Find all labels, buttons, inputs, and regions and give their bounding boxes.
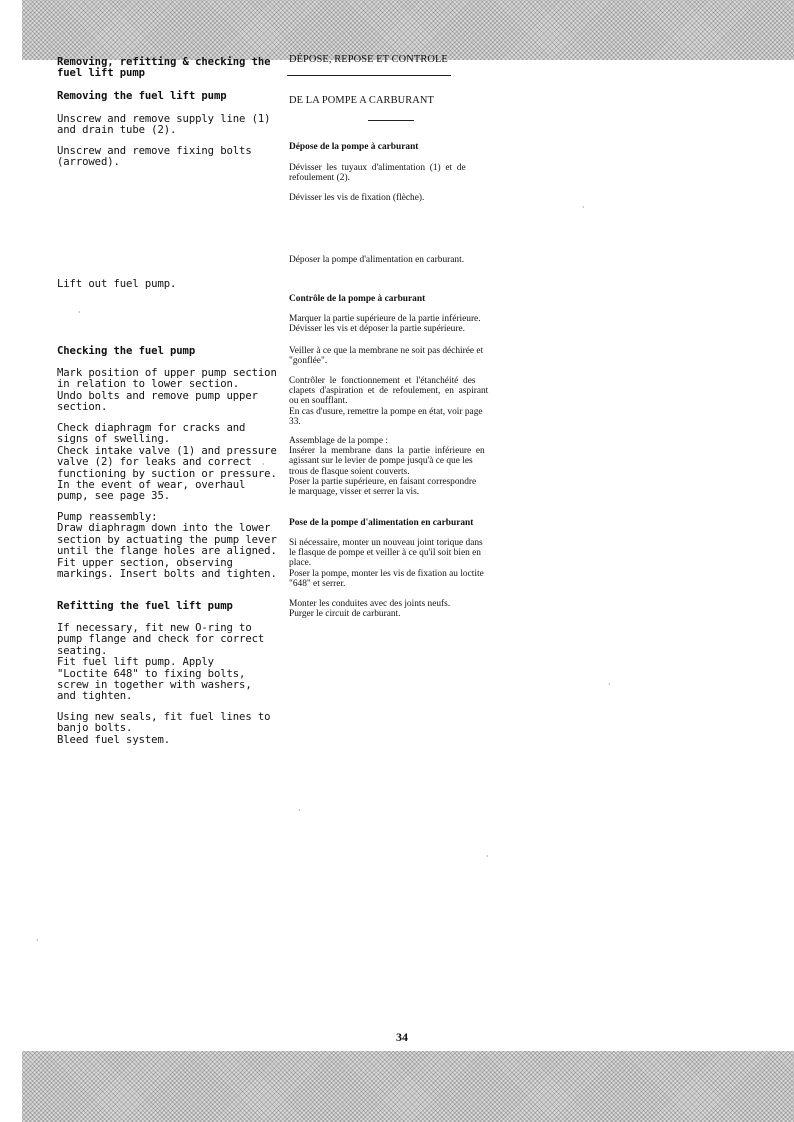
english-refitting-step-1: If necessary, fit new O-ring to pump flange and check for correct seating. Fit fuel lift pump. Apply "Loctite 648" to fixing bolts, screw in together with washers, and tighten.: [57, 622, 265, 703]
bottom-halftone-band: [22, 1051, 794, 1122]
french-repose-step-1: Si nécessaire, monter un nouveau joint torique dans le flasque de pompe et veiller à ce qu'il soit bien en place. Poser la pompe, monter les vis de fixation au loctite "648" et serrer.: [289, 538, 484, 589]
french-controle-step-4: Assemblage de la pompe : Insérer la membrane dans la partie inférieure en agissant sur le levier de pompe jusqu'à ce que les trous de flasque soient couverts. Poser la partie supérieure, en faisant correspondre le marquage, visser et serrer la vis.: [289, 436, 485, 498]
page-number: 34: [396, 1030, 408, 1044]
french-depose-step-2: Dévisser les vis de fixation (flèche).: [289, 193, 425, 203]
english-refitting-step-2: Using new seals, fit fuel lines to banjo bolts. Bleed fuel system.: [57, 711, 271, 746]
english-checking-step-3: Pump reassembly: Draw diaphragm down into the lower section by actuating the pump lever until the flange holes are aligned. Fit upper section, observing markings. Insert bolts and tighten.: [57, 511, 277, 581]
scan-speck: ·: [298, 806, 301, 815]
english-removing-step-3: Lift out fuel pump.: [57, 278, 177, 290]
english-title: Removing, refitting & checking the fuel lift pump: [57, 56, 271, 80]
scan-speck: ·: [486, 852, 489, 861]
english-checking-step-2: Check diaphragm for cracks and signs of swelling. Check intake valve (1) and pressure valve (2) for leaks and correct functioning by suction or pressure. In the event of wear, overhaul pump, see page 35.: [57, 422, 277, 503]
scan-speck: ·: [608, 680, 611, 689]
scan-speck: ·: [262, 460, 265, 469]
french-repose-heading: Pose de la pompe d'alimentation en carburant: [289, 518, 474, 528]
french-controle-step-3: Contrôler le fonctionnement et l'étanchéité des clapets d'aspiration et de refoulement, en aspirant ou en soufflant. En cas d'usure, remettre la pompe en état, voir page 33.: [289, 376, 489, 427]
english-removing-step-1: Unscrew and remove supply line (1) and drain tube (2).: [57, 113, 271, 137]
scan-speck: ·: [582, 203, 585, 212]
french-title-line-1: DÉPOSE, REPOSE ET CONTROLE: [289, 54, 448, 65]
french-repose-step-2: Monter les conduites avec des joints neufs. Purger le circuit de carburant.: [289, 599, 451, 620]
title-rule: [287, 75, 451, 76]
english-checking-heading: Checking the fuel pump: [57, 345, 196, 357]
scan-speck: ·: [78, 308, 81, 317]
french-depose-step-3: Déposer la pompe d'alimentation en carburant.: [289, 255, 465, 265]
french-depose-step-1: Dévisser les tuyaux d'alimentation (1) et de refoulement (2).: [289, 163, 466, 184]
french-controle-step-1: Marquer la partie supérieure de la partie inférieure. Dévisser les vis et déposer la partie supérieure.: [289, 314, 481, 335]
top-halftone-band: [22, 0, 794, 60]
english-removing-step-2: Unscrew and remove fixing bolts (arrowed).: [57, 145, 252, 169]
french-title-line-2: DE LA POMPE A CARBURANT: [289, 95, 434, 106]
title-short-rule: [368, 120, 414, 121]
english-checking-step-1: Mark position of upper pump section in relation to lower section. Undo bolts and remove pump upper section.: [57, 367, 277, 414]
french-controle-step-2: Veiller à ce que la membrane ne soit pas déchirée et "gonflée".: [289, 346, 484, 367]
scan-speck: ·: [36, 936, 39, 945]
french-controle-heading: Contrôle de la pompe à carburant: [289, 294, 426, 304]
english-refitting-heading: Refitting the fuel lift pump: [57, 600, 233, 612]
french-depose-heading: Dépose de la pompe à carburant: [289, 142, 419, 152]
english-removing-heading: Removing the fuel lift pump: [57, 90, 227, 102]
